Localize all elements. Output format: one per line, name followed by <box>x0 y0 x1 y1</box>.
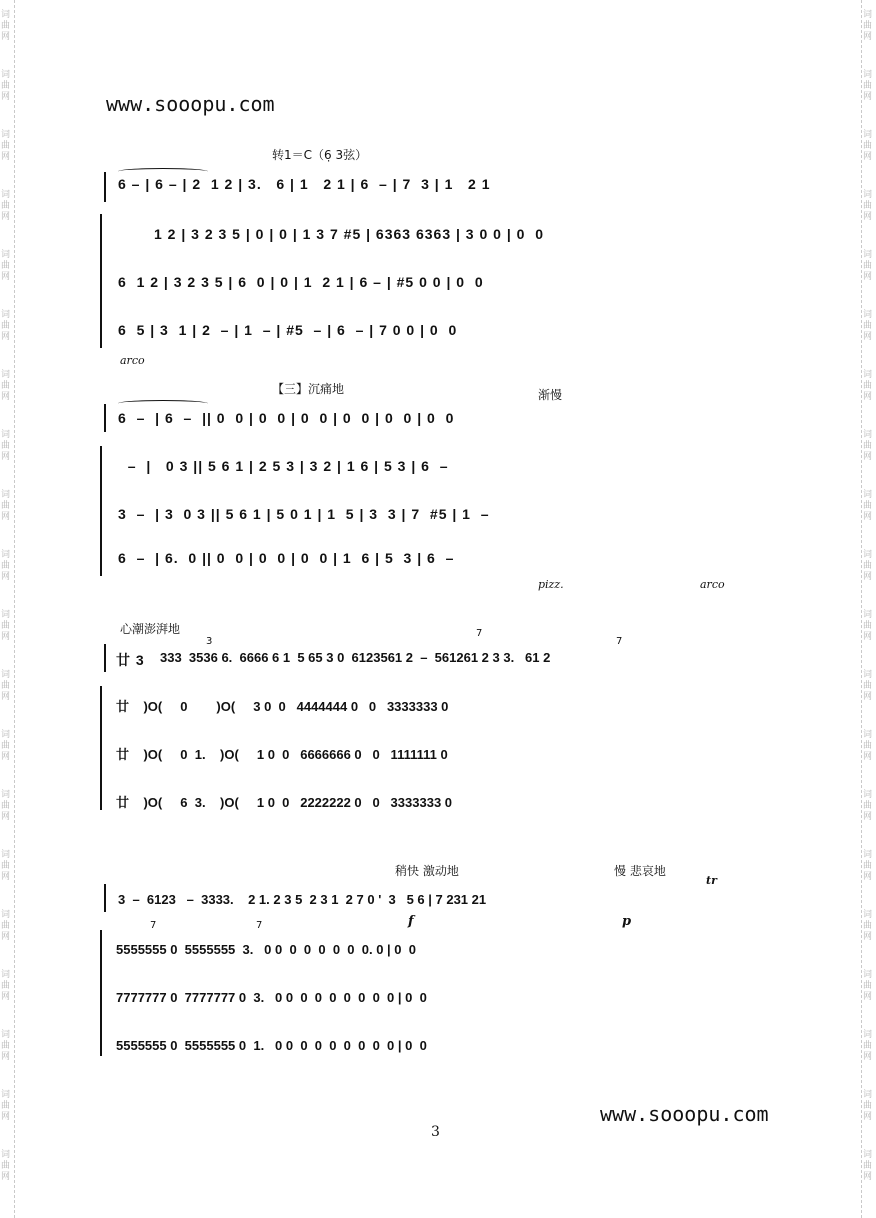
system-1-melody: 6 – | 6 – | 2 1 2 | 3. 6 | 1 2 1 | 6 – | 7 3 | 1 2 1 <box>118 176 491 192</box>
side-watermark-glyph: 词 曲 网 <box>1 10 11 42</box>
url-watermark-top[interactable]: www.sooopu.com <box>106 92 275 116</box>
system-3-brace <box>100 686 106 810</box>
system-2-part-3: 3 – | 3 0 3 || 5 6 1 | 5 0 1 | 1 5 | 3 3 | 7 #5 | 1 – <box>118 506 490 522</box>
side-watermark-glyph: 词 曲 网 <box>863 190 873 222</box>
system-2-brace <box>100 446 106 576</box>
side-watermark-glyph: 词 曲 网 <box>1 790 11 822</box>
side-watermark-glyph: 词 曲 网 <box>863 1150 873 1182</box>
system-4-part-2: 5555555 0 5555555 3. 0 0 0 0 0 0 0 0. 0 | 0 0 <box>116 942 416 957</box>
system-4-part-3: 7777777 0 7777777 0 3. 0 0 0 0 0 0 0 0 0 | 0 0 <box>116 990 427 1005</box>
side-watermark-glyph: 词 曲 网 <box>1 1030 11 1062</box>
system-3-lead: 廿 3 <box>116 652 145 668</box>
system-3-top-barline <box>104 644 106 672</box>
system-4-part-4: 5555555 0 5555555 0 1. 0 0 0 0 0 0 0 0 0 | 0 0 <box>116 1038 427 1053</box>
dynamic-forte: f <box>408 914 414 929</box>
key-change-label: 转1＝C（6̣ 3弦） <box>272 148 368 162</box>
page-number: 3 <box>431 1124 440 1140</box>
tuplet-7-mark-2: 7 <box>616 636 623 647</box>
system-1-part-4: 6 5 | 3 1 | 2 – | 1 – | #5 – | 6 – | 7 0 0 | 0 0 <box>118 322 458 338</box>
side-watermark-glyph: 词 曲 网 <box>863 970 873 1002</box>
tempo-label-ritardando: 渐慢 <box>538 388 563 402</box>
side-watermark-glyph: 词 曲 网 <box>1 130 11 162</box>
side-watermark-glyph: 词 曲 网 <box>863 610 873 642</box>
side-watermark-glyph: 词 曲 网 <box>1 850 11 882</box>
arco-mark-2: arco <box>700 578 725 591</box>
side-watermark-glyph: 词 曲 网 <box>863 70 873 102</box>
system-4-top-barline <box>104 884 106 912</box>
system-3-part-3: 廿 )O( 0 1. )O( 1 0 0 6666666 0 0 1111111 0 <box>116 747 448 762</box>
tie-1 <box>118 168 208 175</box>
trill-mark: tr <box>706 874 717 887</box>
side-watermark-glyph: 词 曲 网 <box>863 730 873 762</box>
side-watermark-glyph: 词 曲 网 <box>863 550 873 582</box>
side-watermark-glyph: 词 曲 网 <box>1 970 11 1002</box>
side-watermark-glyph: 词 曲 网 <box>863 10 873 42</box>
tempo-label-slow: 慢 悲哀地 <box>614 864 666 878</box>
system-1-part-2: 1 2 | 3 2 3 5 | 0 | 0 | 1 3 7 #5 | 6363 6363 | 3 0 0 | 0 0 <box>154 226 544 242</box>
system-1-part-3: 6 1 2 | 3 2 3 5 | 6 0 | 0 | 1 2 1 | 6 – | #5 0 0 | 0 0 <box>118 274 484 290</box>
side-watermark-glyph: 词 曲 网 <box>1 610 11 642</box>
side-watermark-glyph: 词 曲 网 <box>863 130 873 162</box>
side-watermark-glyph: 词 曲 网 <box>1 250 11 282</box>
side-watermark-glyph: 词 曲 网 <box>863 910 873 942</box>
tuplet-7-mark-1: 7 <box>476 628 483 639</box>
side-watermark-glyph: 词 曲 网 <box>1 550 11 582</box>
dynamic-piano: p <box>622 914 632 929</box>
system-2-top-barline <box>104 404 106 432</box>
side-watermark-glyph: 词 曲 网 <box>1 910 11 942</box>
tempo-label-faster: 稍快 激动地 <box>395 864 459 878</box>
side-watermark-glyph: 词 曲 网 <box>863 1090 873 1122</box>
system-3-part-2: 廿 )O( 0 )O( 3 0 0 4444444 0 0 3333333 0 <box>116 699 449 714</box>
side-watermark-glyph: 词 曲 网 <box>1 1150 11 1182</box>
pizz-mark: pizz. <box>538 578 564 591</box>
side-watermark-glyph: 词 曲 网 <box>1 730 11 762</box>
side-watermark-glyph: 词 曲 网 <box>863 310 873 342</box>
tuplet-7-mark-3: 7 <box>150 920 157 931</box>
side-watermark-glyph: 词 曲 网 <box>863 430 873 462</box>
tuplet-3-mark: 3 <box>206 636 213 647</box>
system-3-part-4: 廿 )O( 6 3. )O( 1 0 0 2222222 0 0 3333333 0 <box>116 795 453 810</box>
side-watermark-glyph: 词 曲 网 <box>863 850 873 882</box>
side-watermark-glyph: 词 曲 网 <box>1 370 11 402</box>
side-watermark-glyph: 词 曲 网 <box>1 70 11 102</box>
side-watermark-glyph: 词 曲 网 <box>863 670 873 702</box>
system-4-melody: 3 – 6123 – 3333. 2 1. 2 3 5 2 3 1 2 7 0 ' 3 5 6 | 7 231 21 <box>118 892 487 907</box>
side-watermark-glyph: 词 曲 网 <box>1 490 11 522</box>
side-watermark-glyph: 词 曲 网 <box>863 370 873 402</box>
tuplet-7-mark-4: 7 <box>256 920 263 931</box>
side-watermark-glyph: 词 曲 网 <box>1 430 11 462</box>
system-2-part-2: – | 0 3 || 5 6 1 | 2 5 3 | 3 2 | 1 6 | 5 3 | 6 – <box>118 458 449 474</box>
side-watermark-glyph: 词 曲 网 <box>1 190 11 222</box>
section-label: 【三】沉痛地 <box>272 382 345 396</box>
system-1-top-barline <box>104 172 106 202</box>
system-3-melody: 333 3536 6. 6666 6 1 5 65 3 0 6123561 2 – 561261 2 3 3. 61 2 <box>160 650 551 665</box>
side-watermark-glyph: 词 曲 网 <box>863 250 873 282</box>
side-watermark-glyph: 词 曲 网 <box>863 790 873 822</box>
tie-2 <box>118 400 208 407</box>
system-1-brace <box>100 214 106 348</box>
side-watermark-glyph: 词 曲 网 <box>863 1030 873 1062</box>
arco-mark-1: arco <box>120 354 145 367</box>
side-watermark-glyph: 词 曲 网 <box>1 310 11 342</box>
system-4-brace <box>100 930 106 1056</box>
side-watermark-glyph: 词 曲 网 <box>1 1090 11 1122</box>
system-2-part-4: 6 – | 6. 0 || 0 0 | 0 0 | 0 0 | 1 6 | 5 3 | 6 – <box>118 550 455 566</box>
side-watermark-glyph: 词 曲 网 <box>863 490 873 522</box>
side-watermark-glyph: 词 曲 网 <box>1 670 11 702</box>
expression-label: 心潮澎湃地 <box>120 622 181 636</box>
system-2-melody: 6 – | 6 – || 0 0 | 0 0 | 0 0 | 0 0 | 0 0 | 0 0 <box>118 410 455 426</box>
url-watermark-bottom[interactable]: www.sooopu.com <box>600 1102 769 1126</box>
